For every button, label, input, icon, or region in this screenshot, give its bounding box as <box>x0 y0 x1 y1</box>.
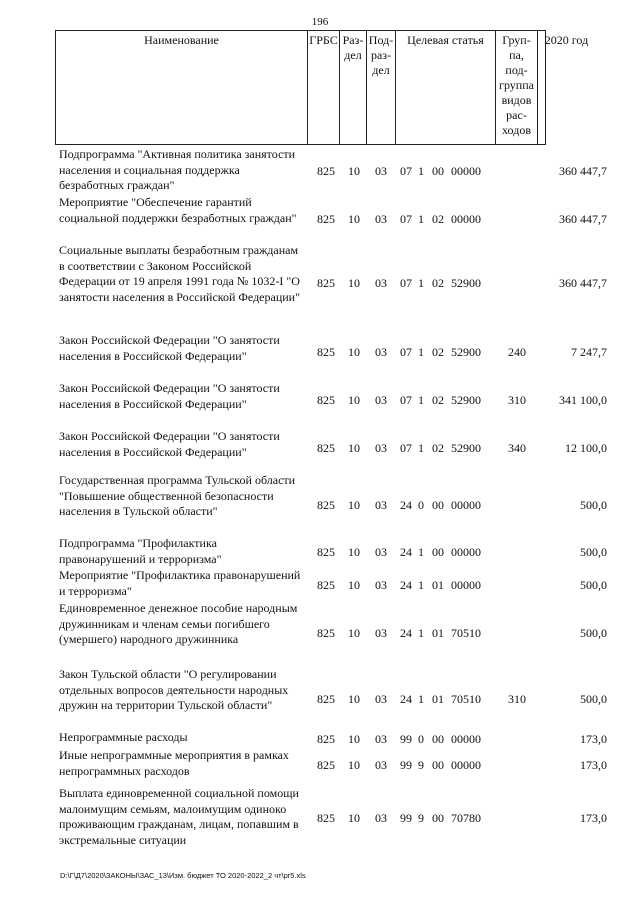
row-amount: 500,0 <box>580 692 607 706</box>
header-grbs: ГРБС <box>308 31 340 144</box>
row-t1: 07 <box>400 441 412 455</box>
row-pr: 03 <box>375 276 387 290</box>
row-pr: 03 <box>375 626 387 640</box>
row-t4: 00000 <box>451 164 481 178</box>
row-t2: 1 <box>418 441 424 455</box>
row-t1: 07 <box>400 276 412 290</box>
row-t2: 1 <box>418 626 424 640</box>
row-rz: 10 <box>348 164 360 178</box>
table-row <box>0 786 640 850</box>
row-name: Закон Российской Федерации "О занятости населения в Российской Федерации" <box>59 429 280 459</box>
header-podrazdel: Под- раз- дел <box>367 31 396 144</box>
row-t2: 1 <box>418 692 424 706</box>
row-t2: 9 <box>418 758 424 772</box>
row-t4: 70510 <box>451 692 481 706</box>
row-t3: 00 <box>432 498 444 512</box>
header-expense-group: Груп- па, под- группа видов рас- ходов <box>496 31 538 144</box>
row-name: Закон Российской Федерации "О занятости населения в Российской Федерации" <box>59 381 280 411</box>
row-grbs: 825 <box>317 692 335 706</box>
row-t3: 01 <box>432 692 444 706</box>
row-t1: 07 <box>400 212 412 226</box>
row-amount: 12 100,0 <box>565 441 607 455</box>
row-t4: 00000 <box>451 758 481 772</box>
row-rz: 10 <box>348 732 360 746</box>
row-t3: 00 <box>432 732 444 746</box>
row-rz: 10 <box>348 345 360 359</box>
row-amount: 173,0 <box>580 811 607 825</box>
file-path-footer: D:\Г\Д7\2020\ЗАКОНЫ\ЗАС_13\Изм. бюджет ТО 2020-2022_2 чт\pr5.xls <box>60 871 306 880</box>
row-t1: 07 <box>400 345 412 359</box>
page-number: 196 <box>311 16 329 28</box>
row-pr: 03 <box>375 692 387 706</box>
row-t4: 00000 <box>451 545 481 559</box>
row-t1: 24 <box>400 578 412 592</box>
table-row <box>0 333 640 370</box>
row-grbs: 825 <box>317 393 335 407</box>
table-header <box>55 30 589 145</box>
row-rz: 10 <box>348 498 360 512</box>
row-rz: 10 <box>348 626 360 640</box>
row-t2: 1 <box>418 212 424 226</box>
row-rz: 10 <box>348 758 360 772</box>
row-t3: 00 <box>432 545 444 559</box>
row-t3: 02 <box>432 393 444 407</box>
row-vr: 310 <box>508 393 526 407</box>
row-rz: 10 <box>348 441 360 455</box>
row-rz: 10 <box>348 212 360 226</box>
row-t1: 24 <box>400 626 412 640</box>
row-pr: 03 <box>375 732 387 746</box>
table-row <box>0 243 640 322</box>
table-row <box>0 568 640 601</box>
row-t1: 07 <box>400 164 412 178</box>
row-amount: 500,0 <box>580 545 607 559</box>
row-t2: 0 <box>418 732 424 746</box>
row-t3: 00 <box>432 811 444 825</box>
row-amount: 173,0 <box>580 732 607 746</box>
row-grbs: 825 <box>317 545 335 559</box>
row-t1: 24 <box>400 692 412 706</box>
row-t4: 00000 <box>451 212 481 226</box>
row-pr: 03 <box>375 164 387 178</box>
row-t3: 02 <box>432 276 444 290</box>
row-t3: 00 <box>432 758 444 772</box>
row-vr: 240 <box>508 345 526 359</box>
row-t3: 01 <box>432 626 444 640</box>
row-name: Иные непрограммные мероприятия в рамках непрограммных расходов <box>59 748 289 778</box>
row-name: Подпрограмма "Активная политика занятости населения и социальная поддержка безработных граждан" <box>59 147 296 192</box>
row-pr: 03 <box>375 758 387 772</box>
table-row <box>0 147 640 195</box>
row-t1: 99 <box>400 758 412 772</box>
row-t4: 52900 <box>451 393 481 407</box>
row-pr: 03 <box>375 212 387 226</box>
row-t2: 1 <box>418 164 424 178</box>
row-name: Единовременное денежное пособие народным дружинникам и членам семьи погибшего (умершего) народного дружинника <box>59 601 298 646</box>
row-pr: 03 <box>375 811 387 825</box>
row-amount: 341 100,0 <box>559 393 607 407</box>
row-rz: 10 <box>348 393 360 407</box>
row-pr: 03 <box>375 545 387 559</box>
row-t1: 99 <box>400 732 412 746</box>
row-t2: 1 <box>418 578 424 592</box>
row-pr: 03 <box>375 393 387 407</box>
header-name: Наименование <box>56 31 308 144</box>
row-t4: 70780 <box>451 811 481 825</box>
row-amount: 360 447,7 <box>559 212 607 226</box>
row-t4: 52900 <box>451 276 481 290</box>
row-t4: 00000 <box>451 578 481 592</box>
row-vr: 310 <box>508 692 526 706</box>
row-t1: 99 <box>400 811 412 825</box>
header-razdel: Раз- дел <box>340 31 367 144</box>
row-t3: 00 <box>432 164 444 178</box>
row-t4: 00000 <box>451 732 481 746</box>
row-vr: 340 <box>508 441 526 455</box>
row-pr: 03 <box>375 345 387 359</box>
row-name: Непрограммные расходы <box>59 730 188 744</box>
row-grbs: 825 <box>317 441 335 455</box>
row-t2: 1 <box>418 345 424 359</box>
row-amount: 500,0 <box>580 498 607 512</box>
row-pr: 03 <box>375 498 387 512</box>
row-t4: 52900 <box>451 345 481 359</box>
row-t3: 02 <box>432 441 444 455</box>
row-amount: 173,0 <box>580 758 607 772</box>
table-row <box>0 667 640 730</box>
row-t1: 24 <box>400 545 412 559</box>
row-pr: 03 <box>375 441 387 455</box>
row-t1: 24 <box>400 498 412 512</box>
row-t2: 1 <box>418 276 424 290</box>
row-t4: 00000 <box>451 498 481 512</box>
row-grbs: 825 <box>317 498 335 512</box>
row-t3: 01 <box>432 578 444 592</box>
row-name: Закон Тульской области "О регулировании отдельных вопросов деятельности народных дружин на территории Тульской области" <box>59 667 289 712</box>
row-t2: 1 <box>418 545 424 559</box>
row-rz: 10 <box>348 692 360 706</box>
row-amount: 7 247,7 <box>571 345 607 359</box>
row-grbs: 825 <box>317 626 335 640</box>
row-rz: 10 <box>348 545 360 559</box>
table-row <box>0 536 640 568</box>
row-t2: 9 <box>418 811 424 825</box>
row-grbs: 825 <box>317 164 335 178</box>
row-name: Закон Российской Федерации "О занятости населения в Российской Федерации" <box>59 333 280 363</box>
row-t2: 0 <box>418 498 424 512</box>
row-amount: 360 447,7 <box>559 276 607 290</box>
row-rz: 10 <box>348 578 360 592</box>
row-amount: 500,0 <box>580 578 607 592</box>
row-rz: 10 <box>348 811 360 825</box>
row-grbs: 825 <box>317 758 335 772</box>
row-t1: 07 <box>400 393 412 407</box>
row-t3: 02 <box>432 212 444 226</box>
row-amount: 500,0 <box>580 626 607 640</box>
table-row <box>0 429 640 466</box>
table-row <box>0 601 640 664</box>
table-row <box>0 473 640 536</box>
row-grbs: 825 <box>317 578 335 592</box>
row-pr: 03 <box>375 578 387 592</box>
row-t4: 52900 <box>451 441 481 455</box>
row-name: Выплата единовременной социальной помощи малоимущим семьям, малоимущим одиноко проживающим гражданам, лицам, попавшим в экстремальные ситуации <box>59 786 299 847</box>
table-row <box>0 381 640 418</box>
row-name: Подпрограмма "Профилактика правонарушений и терроризма" <box>59 536 222 566</box>
row-amount: 360 447,7 <box>559 164 607 178</box>
row-grbs: 825 <box>317 276 335 290</box>
table-row <box>0 195 640 243</box>
row-grbs: 825 <box>317 811 335 825</box>
row-grbs: 825 <box>317 732 335 746</box>
row-grbs: 825 <box>317 212 335 226</box>
row-grbs: 825 <box>317 345 335 359</box>
row-rz: 10 <box>348 276 360 290</box>
row-name: Социальные выплаты безработным гражданам в соответствии с Законом Российской Федерации от 19 апреля 1991 года № 1032-I "О занятости населения в Российской Федерации" <box>59 243 300 304</box>
row-t3: 02 <box>432 345 444 359</box>
row-t2: 1 <box>418 393 424 407</box>
table-row <box>0 748 640 782</box>
row-name: Государственная программа Тульской области "Повышение общественной безопасности населения в Тульской области" <box>59 473 296 518</box>
row-name: Мероприятие "Обеспечение гарантий социальной поддержки безработных граждан" <box>59 195 297 225</box>
row-t4: 70510 <box>451 626 481 640</box>
header-target-article: Целевая статья <box>396 31 496 144</box>
header-year: 2020 год <box>544 33 589 47</box>
row-name: Мероприятие "Профилактика правонарушений и терроризма" <box>59 568 301 598</box>
table-row <box>0 730 640 747</box>
